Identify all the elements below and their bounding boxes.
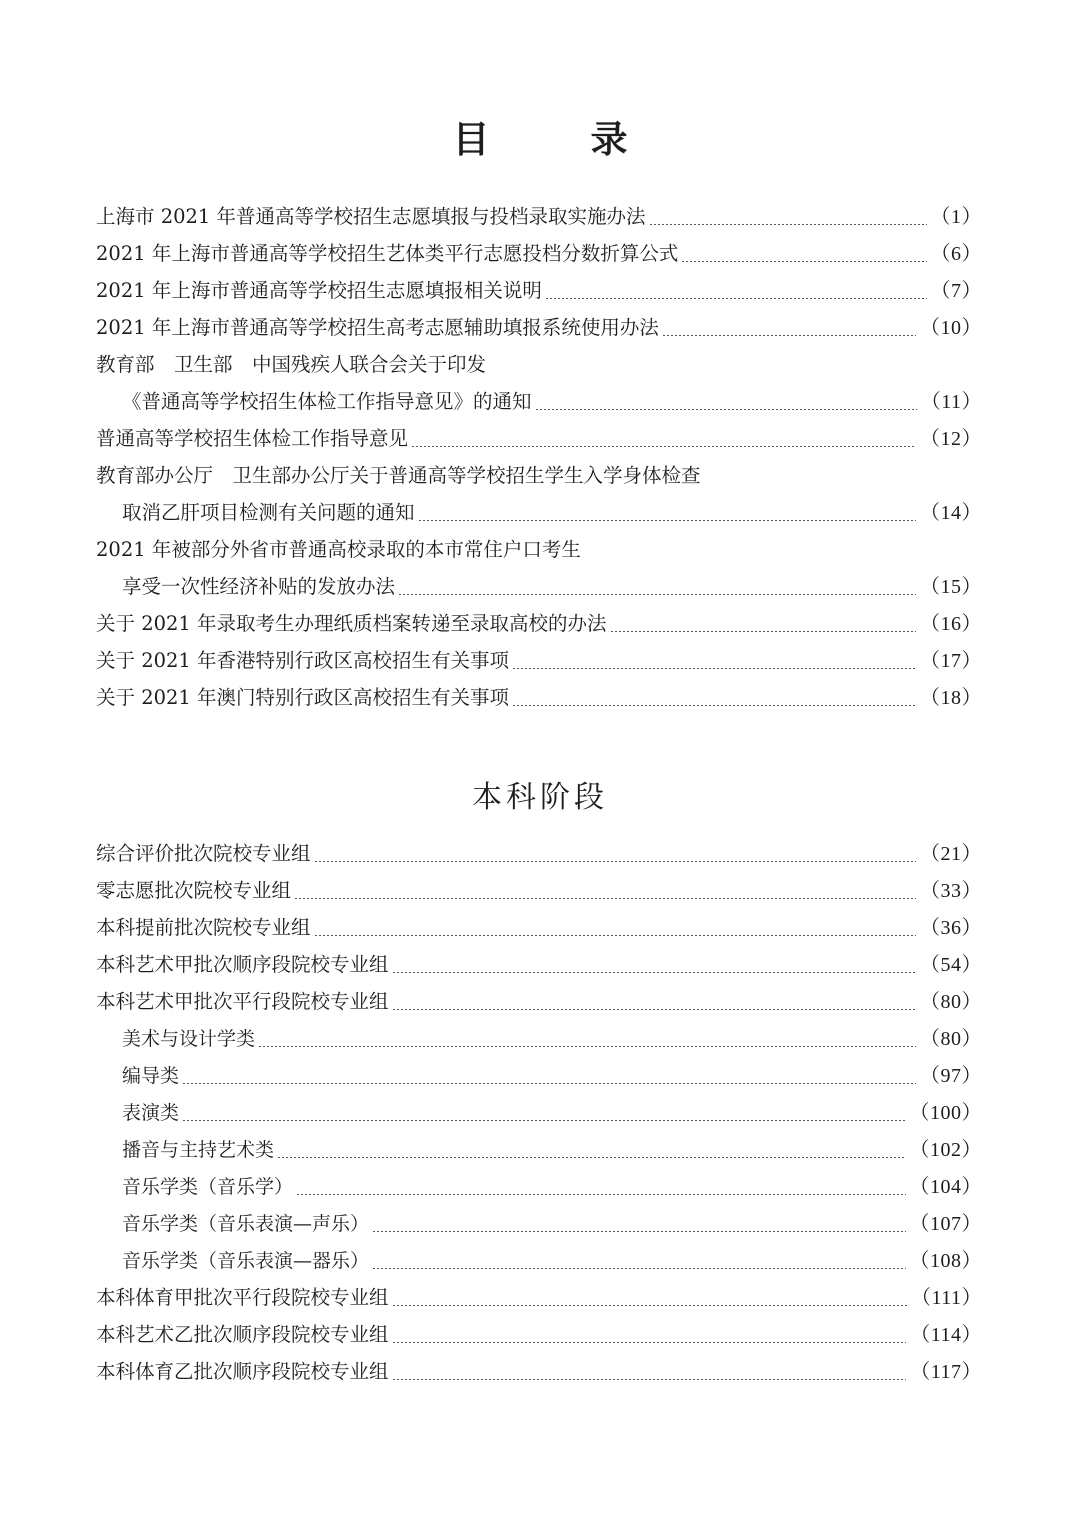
toc-entry-page: （18） <box>920 686 982 709</box>
toc-entry-page: （11） <box>920 390 982 413</box>
toc-subentry <box>96 1205 982 1242</box>
toc-entry-label: 本科艺术甲批次顺序段院校专业组 <box>96 952 389 976</box>
section-title: 本科阶段 <box>472 780 608 815</box>
dot-leader <box>392 972 916 973</box>
toc-entry-label: 教育部办公厅 卫生部办公厅关于普通高等学校招生学生入学身体检查 <box>96 463 701 487</box>
toc-entry-label: 2021 年上海市普通高等学校招生艺体类平行志愿投档分数折算公式 <box>96 241 679 265</box>
toc-entry <box>96 1279 982 1316</box>
toc-entry-page: （54） <box>920 953 982 976</box>
toc-entry-label: 音乐学类（音乐表演—声乐） <box>122 1212 370 1235</box>
toc-entry-page: （117） <box>910 1360 982 1383</box>
toc-entry-page: （16） <box>920 612 982 635</box>
toc-subentry <box>96 1057 982 1094</box>
dot-leader <box>182 1120 905 1121</box>
toc-entry-page: （17） <box>920 649 982 672</box>
dot-leader <box>681 261 926 262</box>
toc-entry <box>96 946 982 983</box>
toc-entry-continuation <box>96 383 982 420</box>
toc-entry-page: （15） <box>920 575 982 598</box>
toc-entry-label: 综合评价批次院校专业组 <box>96 841 311 865</box>
toc-entry-label: 零志愿批次院校专业组 <box>96 878 292 902</box>
toc-entry-page: （80） <box>920 1027 982 1050</box>
dot-leader <box>545 298 927 299</box>
toc-entry-page: （104） <box>909 1175 982 1198</box>
toc-entry-page: （10） <box>920 316 982 339</box>
toc-entry-label: 美术与设计学类 <box>122 1027 256 1050</box>
dot-leader <box>372 1231 905 1232</box>
toc-entry <box>96 605 982 642</box>
toc-entry-page: （21） <box>920 842 982 865</box>
toc-list-undergraduate <box>96 835 982 1390</box>
toc-list-general <box>96 198 982 716</box>
toc-entry <box>96 1353 982 1390</box>
toc-entry-page: （97） <box>920 1064 982 1087</box>
toc-entry-page: （100） <box>909 1101 982 1124</box>
dot-leader <box>392 1379 907 1380</box>
toc-entry-page: （107） <box>909 1212 982 1235</box>
toc-entry <box>96 909 982 946</box>
toc-subentry <box>96 1242 982 1279</box>
toc-entry-label: 《普通高等学校招生体检工作指导意见》的通知 <box>122 389 532 413</box>
toc-entry-label: 教育部 卫生部 中国残疾人联合会关于印发 <box>96 352 487 376</box>
toc-entry-page: （33） <box>920 879 982 902</box>
dot-leader <box>512 705 916 706</box>
dot-leader <box>372 1268 905 1269</box>
toc-entry-page: （111） <box>910 1286 982 1309</box>
toc-subentry <box>96 1168 982 1205</box>
dot-leader <box>398 594 916 595</box>
toc-entry-label: 关于 2021 年澳门特别行政区高校招生有关事项 <box>96 685 510 709</box>
toc-entry <box>96 198 982 235</box>
dot-leader <box>512 668 916 669</box>
toc-entry-label: 上海市 2021 年普通高等学校招生志愿填报与投档录取实施办法 <box>96 204 646 228</box>
toc-entry-page: （102） <box>909 1138 982 1161</box>
toc-entry-page: （1） <box>930 205 982 228</box>
toc-entry-label: 2021 年上海市普通高等学校招生高考志愿辅助填报系统使用办法 <box>96 315 659 339</box>
toc-entry-heading-line <box>96 531 982 568</box>
toc-entry-label: 音乐学类（音乐学） <box>122 1175 294 1198</box>
dot-leader <box>535 409 917 410</box>
toc-entry-heading-line <box>96 457 982 494</box>
toc-entry-label: 本科提前批次院校专业组 <box>96 915 311 939</box>
toc-entry-page: （6） <box>930 242 982 265</box>
dot-leader <box>662 335 916 336</box>
dot-leader <box>182 1083 916 1084</box>
page-title: 目 录 <box>452 118 660 161</box>
toc-entry-label: 播音与主持艺术类 <box>122 1138 275 1161</box>
dot-leader <box>610 631 916 632</box>
dot-leader <box>296 1194 905 1195</box>
dot-leader <box>392 1305 907 1306</box>
toc-entry-continuation <box>96 568 982 605</box>
dot-leader <box>314 861 916 862</box>
dot-leader <box>314 935 916 936</box>
toc-entry <box>96 272 982 309</box>
toc-entry-label: 2021 年上海市普通高等学校招生志愿填报相关说明 <box>96 278 542 302</box>
toc-entry <box>96 983 982 1020</box>
toc-entry-label: 关于 2021 年香港特别行政区高校招生有关事项 <box>96 648 510 672</box>
dot-leader <box>411 446 916 447</box>
toc-subentry <box>96 1020 982 1057</box>
dot-leader <box>277 1157 905 1158</box>
toc-entry <box>96 420 982 457</box>
toc-entry-label: 本科艺术甲批次平行段院校专业组 <box>96 989 389 1013</box>
toc-subentry <box>96 1094 982 1131</box>
toc-entry-label: 本科体育甲批次平行段院校专业组 <box>96 1285 389 1309</box>
toc-entry <box>96 679 982 716</box>
toc-entry-label: 关于 2021 年录取考生办理纸质档案转递至录取高校的办法 <box>96 611 607 635</box>
toc-entry <box>96 1316 982 1353</box>
dot-leader <box>294 898 916 899</box>
toc-entry <box>96 235 982 272</box>
toc-entry-label: 表演类 <box>122 1101 180 1124</box>
toc-entry-page: （12） <box>920 427 982 450</box>
toc-entry-page: （108） <box>909 1249 982 1272</box>
toc-entry-label: 本科体育乙批次顺序段院校专业组 <box>96 1359 389 1383</box>
dot-leader <box>258 1046 916 1047</box>
dot-leader <box>392 1342 907 1343</box>
toc-entry-heading-line <box>96 346 982 383</box>
toc-entry-label: 2021 年被部分外省市普通高校录取的本市常住户口考生 <box>96 537 581 561</box>
toc-entry <box>96 642 982 679</box>
dot-leader <box>649 224 927 225</box>
toc-entry-page: （114） <box>910 1323 982 1346</box>
toc-subentry <box>96 1131 982 1168</box>
dot-leader <box>392 1009 916 1010</box>
toc-entry <box>96 309 982 346</box>
toc-entry-label: 本科艺术乙批次顺序段院校专业组 <box>96 1322 389 1346</box>
toc-entry-page: （7） <box>930 279 982 302</box>
toc-entry <box>96 872 982 909</box>
toc-entry <box>96 835 982 872</box>
toc-entry-label: 编导类 <box>122 1064 180 1087</box>
toc-entry-label: 音乐学类（音乐表演—器乐） <box>122 1249 370 1272</box>
toc-entry-page: （80） <box>920 990 982 1013</box>
dot-leader <box>418 520 916 521</box>
toc-entry-page: （36） <box>920 916 982 939</box>
toc-entry-label: 取消乙肝项目检测有关问题的通知 <box>122 500 415 524</box>
toc-entry-label: 普通高等学校招生体检工作指导意见 <box>96 426 409 450</box>
toc-entry-label: 享受一次性经济补贴的发放办法 <box>122 574 396 598</box>
toc-entry-continuation <box>96 494 982 531</box>
toc-entry-page: （14） <box>920 501 982 524</box>
